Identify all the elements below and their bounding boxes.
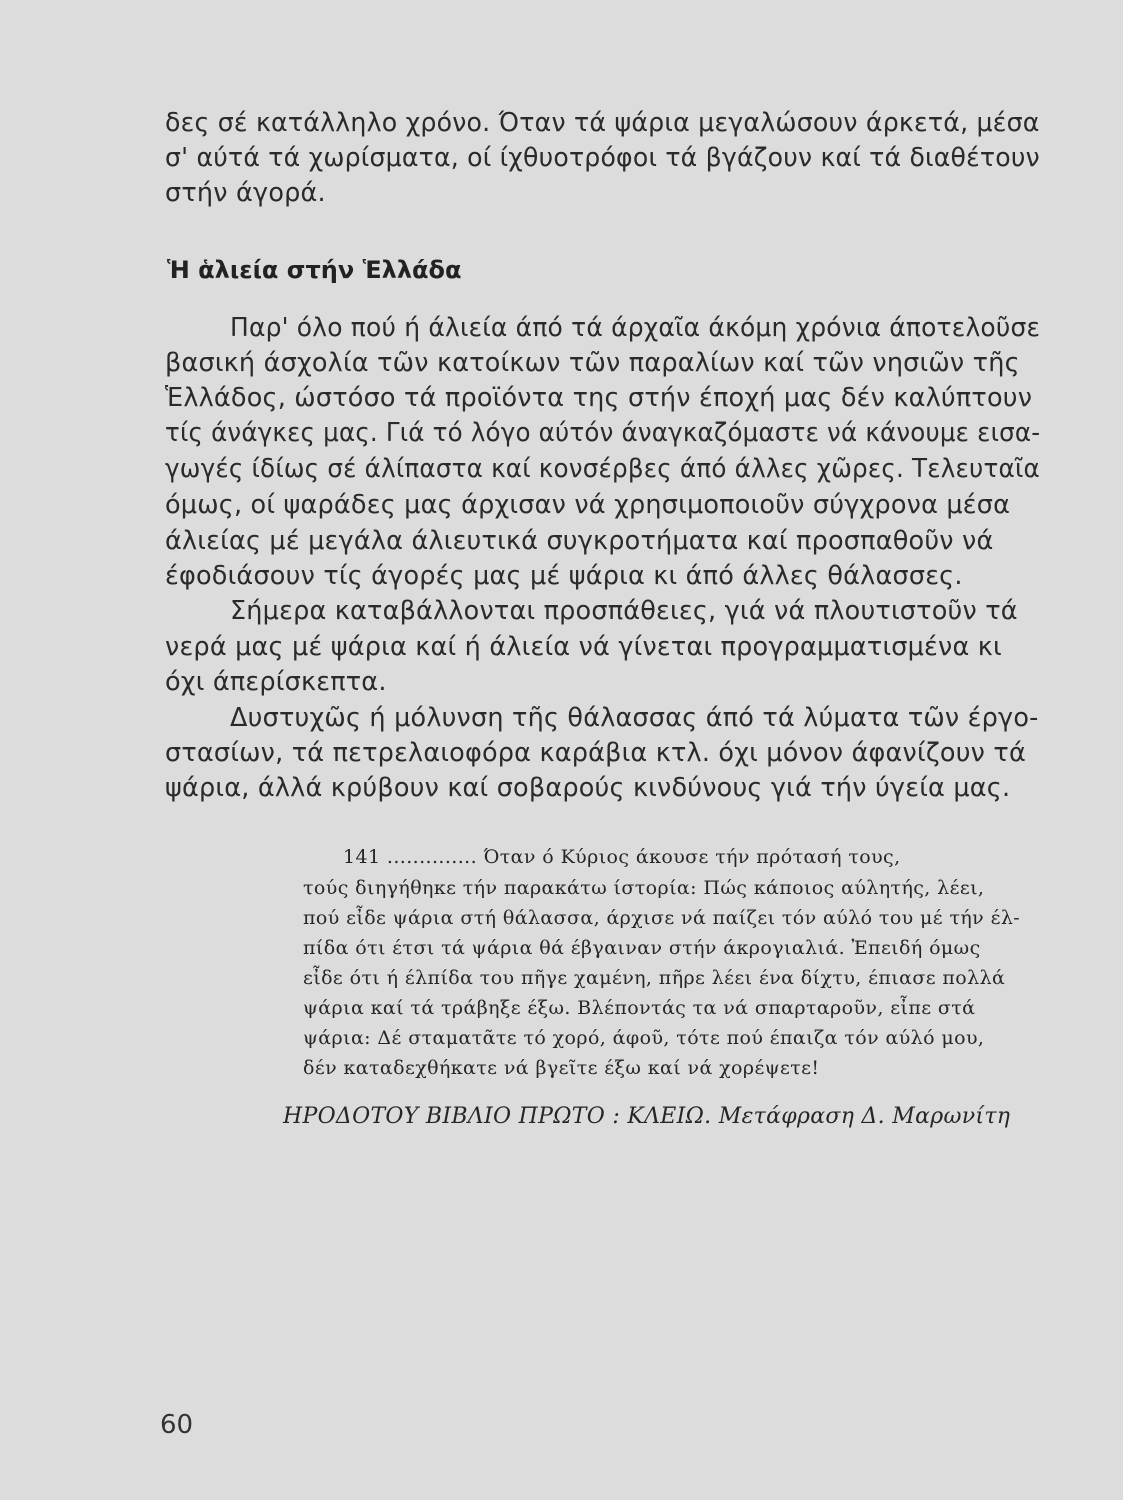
quote-line-2: τούς διηγήθηκε τήν παρακάτω ίστορία: Πώς κάποιος αύλητής, λέει, [303, 877, 985, 899]
quote-line-6: ψάρια καί τά τράβηξε έξω. Βλέποντάς τα νά σπαρταροῦν, εἶπε στά [303, 997, 976, 1019]
body-line-9: Σήμερα καταβάλλονται προσπάθειες, γιά νά πλουτιστοῦν τά [230, 596, 1018, 626]
source-attribution: ΗΡΟΔΟΤΟΥ ΒΙΒΛΙΟ ΠΡΩΤΟ : ΚΛΕΙΩ. Μετάφραση Δ. Μαρωνίτη [283, 1104, 1011, 1129]
body-line-13: στασίων, τά πετρελαιοφόρα καράβια κτλ. όχι μόνον άφανίζουν τά [165, 738, 1026, 768]
quote-line-4: πίδα ότι έτσι τά ψάρια θά έβγαιναν στήν άκρογιαλιά. Ἐπειδή όμως [303, 937, 981, 959]
body-line-4: τίς άνάγκες μας. Γιά τό λόγο αύτόν άναγκαζόμαστε νά κάνουμε εισα- [165, 418, 1041, 448]
body-line-10: νερά μας μέ ψάρια καί ή άλιεία νά γίνεται προγραμματισμένα κι [165, 632, 1002, 662]
intro-line-1: δες σέ κατάλληλο χρόνο. Όταν τά ψάρια μεγαλώσουν άρκετά, μέσα [165, 108, 1040, 138]
quote-line-8: δέν καταδεχθήκατε νά βγεῖτε έξω καί νά χορέψετε! [303, 1057, 820, 1079]
body-line-2: βασική άσχολία τῶν κατοίκων τῶν παραλίων καί τῶν νησιῶν τῆς [165, 348, 1020, 378]
body-line-7: άλιείας μέ μεγάλα άλιευτικά συγκροτήματα καί προσπαθοῦν νά [165, 526, 994, 556]
section-heading: Ἡ ἁλιεία στήν Ἑλλάδα [167, 256, 462, 284]
body-line-12: Δυστυχῶς ή μόλυνση τῆς θάλασσας άπό τά λύματα τῶν έργο- [230, 703, 1039, 733]
quote-line-5: εἶδε ότι ή έλπίδα του πῆγε χαμένη, πῆρε λέει ένα δίχτυ, έπιασε πολλά [303, 967, 1006, 989]
quote-line-1: 141 .............. Όταν ό Κύριος άκουσε τήν πρότασή τους, [343, 846, 901, 868]
page-number: 60 [160, 1410, 194, 1440]
body-line-3: Ἑλλάδος, ώστόσο τά προϊόντα της στήν έποχή μας δέν καλύπτουν [165, 383, 1033, 413]
body-line-1: Παρ' όλο πού ή άλιεία άπό τά άρχαῖα άκόμη χρόνια άποτελοῦσε [230, 313, 1041, 343]
quote-line-3: πού εἶδε ψάρια στή θάλασσα, άρχισε νά παίζει τόν αύλό του μέ τήν έλ- [303, 907, 1021, 929]
body-line-14: ψάρια, άλλά κρύβουν καί σοβαρούς κινδύνους γιά τήν ύγεία μας. [165, 773, 1011, 803]
body-line-11: όχι άπερίσκεπτα. [165, 667, 387, 697]
intro-line-2: σ' αύτά τά χωρίσματα, οί ίχθυοτρόφοι τά βγάζουν καί τά διαθέτουν [165, 143, 1040, 173]
body-line-8: έφοδιάσουν τίς άγορές μας μέ ψάρια κι άπό άλλες θάλασσες. [165, 561, 963, 591]
body-line-6: όμως, οί ψαράδες μας άρχισαν νά χρησιμοποιοῦν σύγχρονα μέσα [165, 490, 1011, 520]
quote-line-7: ψάρια: Δέ σταματᾶτε τό χορό, άφοῦ, τότε πού έπαιζα τόν αύλό μου, [303, 1027, 985, 1049]
intro-line-3: στήν άγορά. [165, 178, 326, 208]
body-line-5: γωγές ίδίως σέ άλίπαστα καί κονσέρβες άπό άλλες χῶρες. Τελευταῖα [165, 454, 1040, 484]
